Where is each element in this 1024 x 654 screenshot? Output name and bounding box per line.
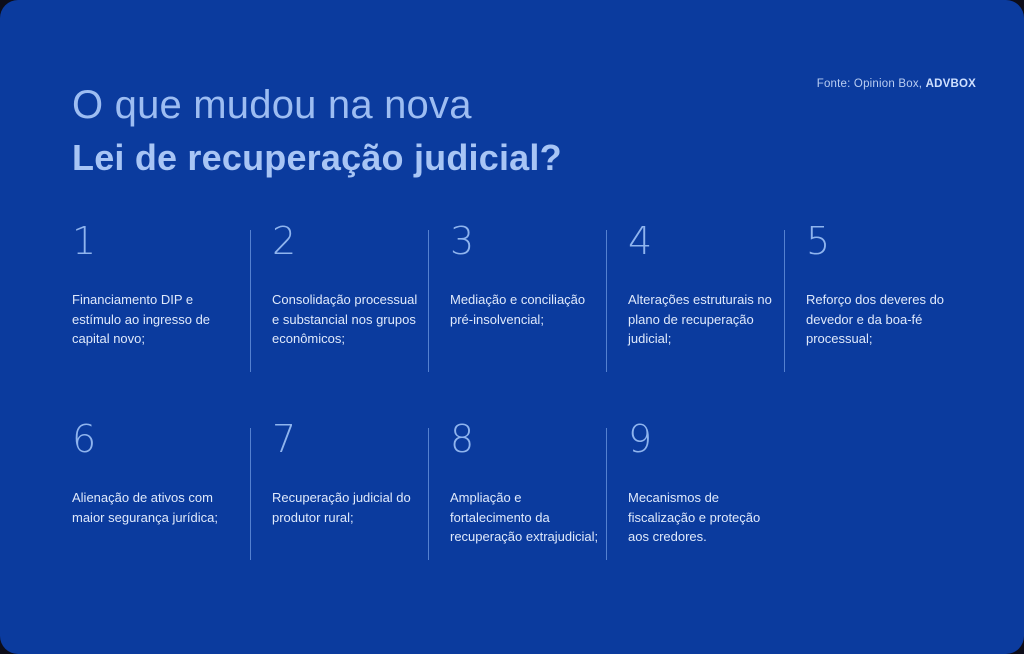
item-text: Ampliação e fortalecimento da recuperação extrajudicial; bbox=[450, 490, 599, 544]
item-number: 5 bbox=[806, 219, 831, 263]
items-row-bottom bbox=[72, 417, 962, 570]
list-item bbox=[606, 219, 784, 382]
items-row-top bbox=[72, 219, 962, 382]
item-number: 2 bbox=[272, 219, 297, 263]
list-item bbox=[606, 417, 784, 570]
list-item bbox=[784, 219, 962, 382]
item-text: Recuperação judicial do produtor rural; bbox=[272, 490, 411, 525]
item-text: Alienação de ativos com maior segurança jurídica; bbox=[72, 490, 218, 525]
list-item bbox=[250, 219, 428, 382]
item-text: Mecanismos de fiscalização e proteção aos credores. bbox=[628, 490, 761, 544]
source-prefix: Fonte: Opinion Box, bbox=[816, 78, 923, 90]
item-number: 1 bbox=[72, 219, 97, 263]
list-item bbox=[72, 417, 250, 570]
source-credit bbox=[817, 78, 976, 90]
items-grid bbox=[72, 219, 962, 570]
list-item bbox=[72, 219, 250, 382]
item-text: Alterações estruturais no plano de recuperação judicial; bbox=[628, 292, 772, 346]
item-number: 9 bbox=[628, 417, 653, 461]
item-text: Consolidação processual e substancial nos grupos econômicos; bbox=[272, 292, 418, 346]
title-line-1: O que mudou na nova bbox=[72, 83, 472, 127]
page-title bbox=[72, 80, 772, 183]
item-number: 4 bbox=[628, 219, 653, 263]
item-text: Reforço dos deveres do devedor e da boa-fé processual; bbox=[806, 292, 945, 346]
item-number: 3 bbox=[450, 219, 475, 263]
item-number: 7 bbox=[272, 417, 297, 461]
item-text: Mediação e conciliação pré-insolvencial; bbox=[450, 292, 586, 327]
source-brand: ADVBOX bbox=[925, 78, 976, 90]
item-number: 8 bbox=[450, 417, 475, 461]
item-number: 6 bbox=[72, 417, 97, 461]
list-item bbox=[250, 417, 428, 570]
list-item bbox=[428, 417, 606, 570]
title-line-2: Lei de recuperação judicial? bbox=[72, 137, 562, 178]
list-item-placeholder bbox=[784, 420, 962, 570]
list-item bbox=[428, 219, 606, 382]
item-text: Financiamento DIP e estímulo ao ingresso de capital novo; bbox=[72, 292, 211, 346]
